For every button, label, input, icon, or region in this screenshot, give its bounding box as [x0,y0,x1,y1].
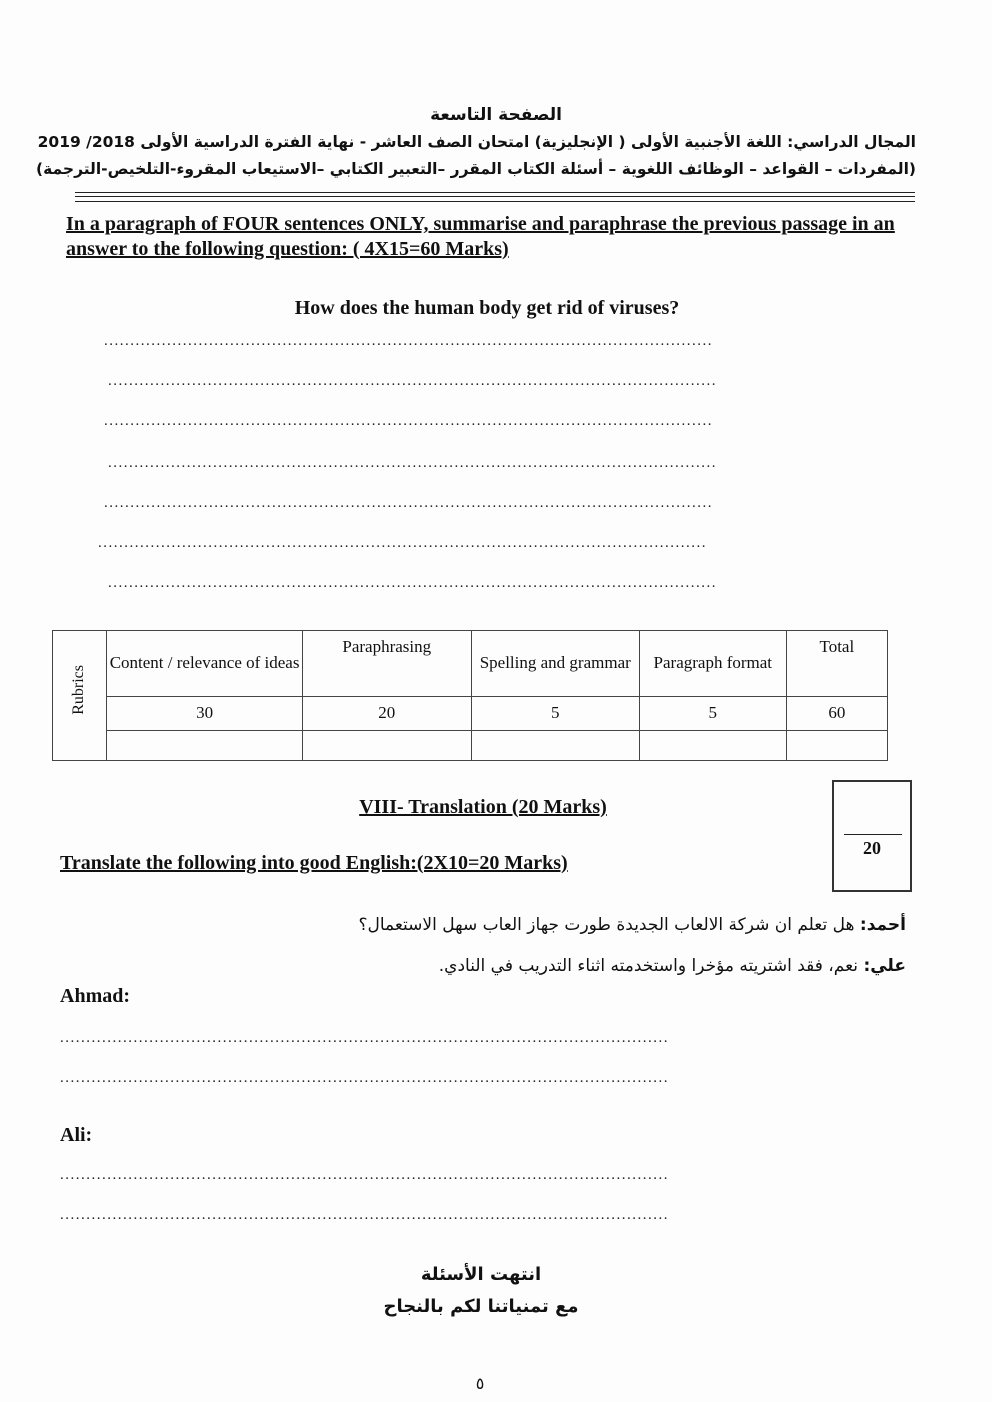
rubric-header: Paraphrasing [302,631,471,697]
rubric-header: Total [786,631,887,697]
arabic-line-ali [300,956,906,976]
header-divider-mid [75,196,915,197]
ahmad-label: Ahmad: [60,985,131,1007]
summary-instruction: In a paragraph of FOUR sentences ONLY, summarise and paraphrase the previous passage in an answer to the following question: ( 4X15=60 Marks) [66,213,895,260]
answer-line[interactable]: .................................................................................................................... [104,495,713,511]
arabic-speaker: أحمد: [859,915,906,935]
rubric-header: Content / relevance of ideas [107,631,302,697]
rubric-mark: 5 [639,697,786,731]
rubrics-label: Rubrics [70,665,88,716]
translation-section-title: VIII- Translation (20 Marks) [359,796,607,818]
rubric-header: Spelling and grammar [471,631,639,697]
rubric-mark: 30 [107,697,302,731]
answer-line[interactable]: .................................................................................................................... [104,413,713,429]
answer-line[interactable]: .................................................................................................................... [108,373,717,389]
translation-instruction: Translate the following into good English:(2X10=20 Marks) [60,852,568,874]
score-box[interactable] [832,780,912,892]
rubric-mark: 5 [471,697,639,731]
ali-label: Ali: [60,1124,93,1146]
answer-line[interactable]: .................................................................................................................... [108,455,717,471]
score-box-total: 20 [863,838,881,858]
rubrics-table [52,630,888,761]
answer-line[interactable]: .................................................................................................................... [104,333,713,349]
score-box-line [844,834,902,835]
header-divider-top [75,192,915,193]
rubric-score-cell[interactable] [786,731,887,761]
rubric-score-cell[interactable] [471,731,639,761]
summary-question: How does the human body get rid of viruses? [294,297,680,319]
ahmad-answer-line[interactable]: .................................................................................................................... [60,1030,669,1046]
subject-line: المجال الدراسي: اللغة الأجنبية الأولى ( الإنجليزية) امتحان الصف العاشر - نهاية الفترة الدراسية الأولى 2018/ 2019 [37,133,916,151]
rubric-score-cell[interactable] [639,731,786,761]
topics-line: (المفردات – القواعد – الوظائف اللغوية – أسئلة الكتاب المقرر –التعبير الكتابي –الاستيعاب المقروء-التلخيص-الترجمة) [36,160,916,178]
rubric-mark: 20 [302,697,471,731]
arabic-sentence: هل تعلم ان شركة الالعاب الجديدة طورت جهاز العاب سهل الاستعمال؟ [358,915,860,935]
rubric-header: Paragraph format [639,631,786,697]
arabic-line-ahmad [300,915,906,935]
page-label: الصفحة التاسعة [430,105,562,125]
ali-answer-line[interactable]: .................................................................................................................... [60,1167,669,1183]
ahmad-answer-line[interactable]: .................................................................................................................... [60,1070,669,1086]
rubric-score-cell[interactable] [302,731,471,761]
answer-line[interactable]: .................................................................................................................... [98,535,707,551]
page-number: ٥ [475,1374,485,1393]
arabic-speaker: علي: [863,956,906,976]
answer-line[interactable]: .................................................................................................................... [108,575,717,591]
good-luck-wish: مع تمنياتنا لكم بالنجاح [383,1296,579,1317]
ali-answer-line[interactable]: .................................................................................................................... [60,1207,669,1223]
header-divider-bottom [75,201,915,202]
arabic-sentence: نعم، فقد اشتريته مؤخرا واستخدمته اثناء التدريب في النادي. [438,956,864,976]
rubrics-side-cell [53,631,107,761]
rubric-mark: 60 [786,697,887,731]
rubric-score-cell[interactable] [107,731,302,761]
end-of-questions: انتهت الأسئلة [420,1264,542,1285]
